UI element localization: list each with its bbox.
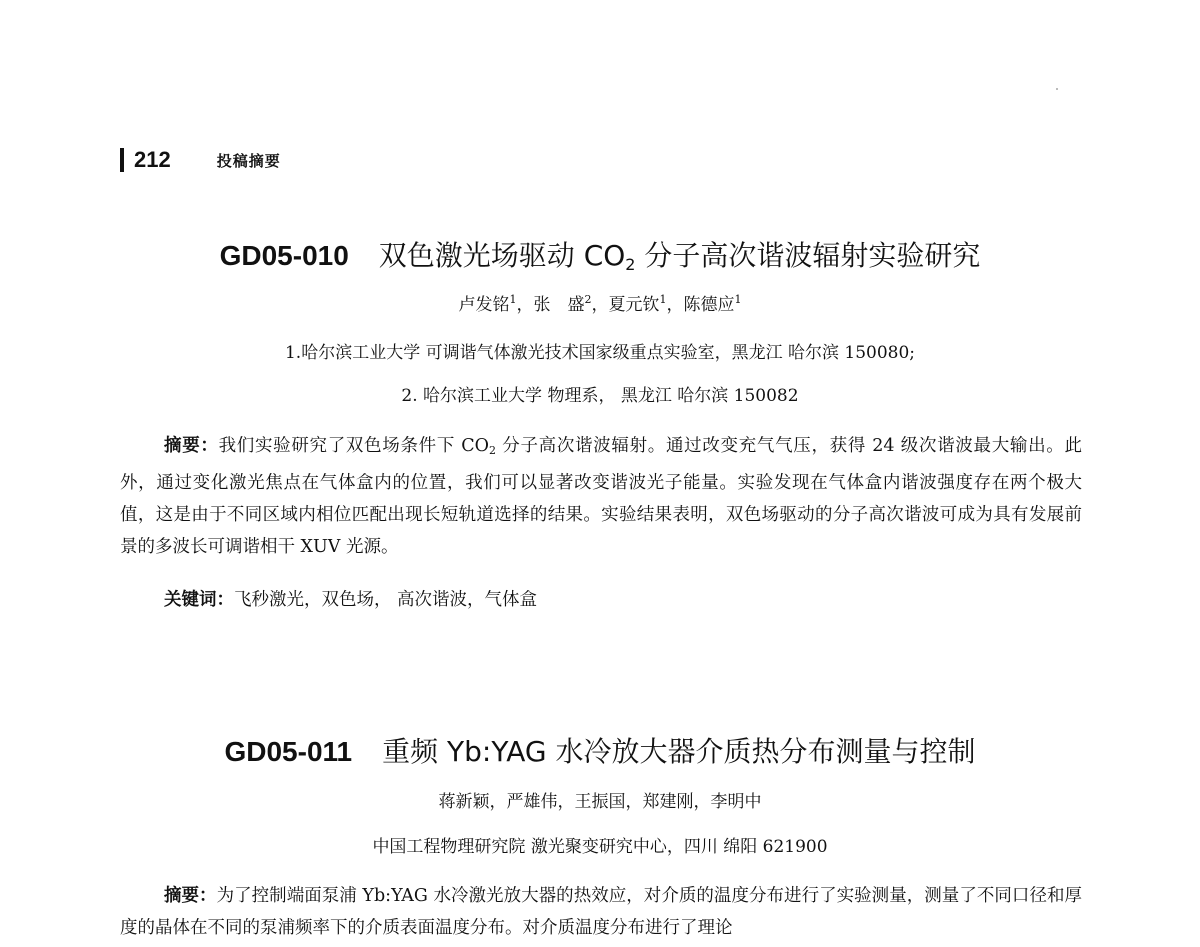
article-title [0,730,1200,770]
page-number: 212 [134,147,171,172]
keywords-label: 关键词： [164,590,234,610]
abstract-subscript: 2 [489,444,497,457]
title-part: 重频 Yb:YAG 水冷放大器介质热分布测量与控制 [382,735,976,768]
author-affiliation-mark: 2 [584,293,592,306]
author-separator: ， [666,295,684,315]
title-part: 双色激光场驱动 CO [378,239,626,272]
header-rule [120,148,124,172]
author-name: 卢发铭 [458,295,510,315]
author-name: 陈德应 [683,295,735,315]
running-head [120,146,281,174]
abstract [120,880,1082,944]
author-separator: ， [591,295,609,315]
affiliation: 中国工程物理研究院 激光聚变研究中心，四川 绵阳 621900 [372,837,828,857]
author-name: 张 盛 [533,295,585,315]
abstract-text: 为了控制端面泵浦 Yb:YAG 水冷激光放大器的热效应，对介质的温度分布进行了实验测量，测量了不同口径和厚度的晶体在不同的泵浦频率下的介质表面温度分布。对介质温度分布进行了理论 [120,886,1082,938]
author-affiliation-mark: 1 [734,293,742,306]
abstract [120,430,1082,563]
author-list: 蒋新颖，严雄伟，王振国，郑建刚，李明中 [438,792,762,812]
article-code: GD05-010 [219,240,349,271]
abstract-text: 分子高次谐波辐射。通过改变充气气压，获得 24 级次谐波最大输出。此外，通过变化激光焦点在气体盒内的位置，我们可以显著改变谐波光子能量。实验发现在气体盒内谐波强度存在两个极大值，这是由于不同区域内相位匹配出现长短轨道选择的结果。实验结果表明，双色场驱动的分子高次谐波可成为具有发展前景的多波长可调谐相干 XUV 光源。 [120,436,1082,557]
title-subscript: 2 [625,255,636,274]
scan-speck [1056,88,1058,90]
article-code: GD05-011 [224,736,353,767]
affiliation: 2. 哈尔滨工业大学 物理系， 黑龙江 哈尔滨 150082 [401,386,799,406]
author-affiliation-mark: 1 [509,293,517,306]
keywords [164,586,537,611]
article-title [0,234,1200,274]
affiliation: 1.哈尔滨工业大学 可调谐气体激光技术国家级重点实验室，黑龙江 哈尔滨 150080; [284,343,916,363]
author-affiliation-mark: 1 [659,293,667,306]
abstract-label: 摘要： [164,886,217,906]
author-list [0,290,1200,315]
author-separator: ， [516,295,534,315]
keywords-text: 飞秒激光，双色场， 高次谐波，气体盒 [234,590,538,610]
abstract-text: 我们实验研究了双色场条件下 CO [218,436,490,456]
section-title: 投稿摘要 [216,151,281,170]
author-name: 夏元钦 [608,295,660,315]
title-part: 分子高次谐波辐射实验研究 [635,239,981,272]
abstract-label: 摘要： [164,436,219,456]
